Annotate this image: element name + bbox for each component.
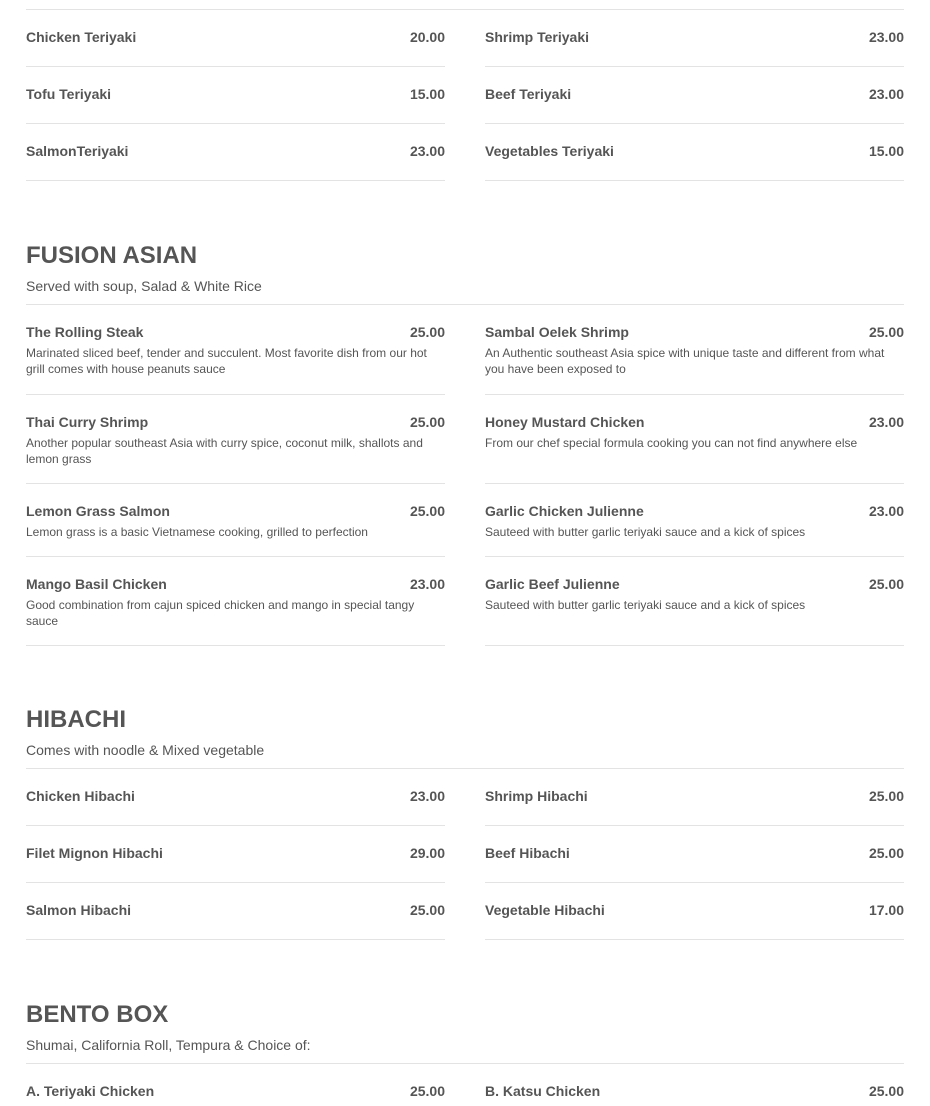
section-subtitle: Served with soup, Salad & White Rice — [26, 278, 262, 294]
section-title: FUSION ASIAN — [26, 242, 198, 269]
item-description: From our chef special formula cooking you can not find anywhere else — [485, 436, 858, 450]
item-name: B. Katsu Chicken — [485, 1083, 601, 1099]
item-description: Sauteed with butter garlic teriyaki sauce and a kick of spices — [485, 598, 806, 612]
item-name: Beef Hibachi — [485, 845, 570, 861]
menu-item — [485, 883, 904, 940]
item-name: Filet Mignon Hibachi — [26, 845, 163, 861]
item-name: Chicken Hibachi — [26, 788, 135, 804]
bento-section-header — [26, 1001, 904, 1054]
item-description: Good combination from cajun spiced chicken and mango in special tangy sauce — [26, 598, 415, 628]
item-price: 25.00 — [868, 1083, 904, 1099]
menu-item — [485, 557, 904, 646]
item-price: 25.00 — [409, 324, 445, 340]
item-name: Thai Curry Shrimp — [26, 414, 149, 430]
item-price: 15.00 — [868, 143, 904, 159]
menu-item — [485, 769, 904, 826]
item-price: 25.00 — [868, 324, 904, 340]
menu-item — [485, 67, 904, 124]
item-price: 29.00 — [409, 845, 445, 861]
item-price: 25.00 — [409, 902, 445, 918]
section-title: BENTO BOX — [26, 1001, 169, 1028]
menu-item — [26, 557, 445, 646]
item-price: 23.00 — [409, 576, 445, 592]
menu-item — [485, 1064, 904, 1106]
menu-item — [26, 305, 445, 395]
bento-right-column — [485, 1064, 904, 1106]
teriyaki-left-column — [26, 10, 445, 181]
item-price: 17.00 — [868, 902, 904, 918]
section-subtitle: Comes with noodle & Mixed vegetable — [26, 742, 265, 758]
menu-item — [485, 826, 904, 883]
section-subtitle: Shumai, California Roll, Tempura & Choice of: — [26, 1037, 311, 1053]
section-title: HIBACHI — [26, 706, 126, 733]
menu-item — [26, 769, 445, 826]
menu-item — [26, 484, 445, 557]
item-price: 25.00 — [868, 845, 904, 861]
fusion-section-header — [26, 242, 904, 295]
hibachi-left-column — [26, 769, 445, 940]
item-name: Sambal Oelek Shrimp — [485, 324, 629, 340]
item-name: Vegetable Hibachi — [485, 902, 605, 918]
item-price: 23.00 — [868, 29, 904, 45]
item-description: Marinated sliced beef, tender and succulent. Most favorite dish from our hot grill comes with house peanuts sauce — [26, 346, 427, 376]
item-price: 25.00 — [409, 1083, 445, 1099]
item-name: Mango Basil Chicken — [26, 576, 167, 592]
item-name: The Rolling Steak — [26, 324, 144, 340]
menu-item — [26, 883, 445, 940]
bento-left-column — [26, 1064, 445, 1106]
menu-item — [485, 305, 904, 395]
item-description: Sauteed with butter garlic teriyaki sauce and a kick of spices — [485, 525, 806, 539]
menu-item — [485, 395, 904, 484]
item-name: Salmon Hibachi — [26, 902, 132, 918]
item-name: Shrimp Hibachi — [485, 788, 588, 804]
menu-item — [485, 484, 904, 557]
item-price: 25.00 — [868, 576, 904, 592]
item-price: 23.00 — [409, 788, 445, 804]
item-price: 25.00 — [409, 503, 445, 519]
item-name: Tofu Teriyaki — [26, 86, 112, 102]
item-name: SalmonTeriyaki — [26, 143, 129, 159]
menu-item — [26, 124, 445, 181]
menu-item — [26, 67, 445, 124]
item-name: Honey Mustard Chicken — [485, 414, 645, 430]
menu-item — [485, 10, 904, 67]
item-price: 25.00 — [409, 414, 445, 430]
item-name: Beef Teriyaki — [485, 86, 572, 102]
menu-item — [26, 826, 445, 883]
item-description: Lemon grass is a basic Vietnamese cooking, grilled to perfection — [26, 525, 368, 539]
item-name: Shrimp Teriyaki — [485, 29, 590, 45]
item-price: 23.00 — [868, 414, 904, 430]
menu-item — [26, 10, 445, 67]
teriyaki-right-column — [485, 10, 904, 181]
item-price: 20.00 — [409, 29, 445, 45]
item-price: 23.00 — [409, 143, 445, 159]
item-name: Garlic Beef Julienne — [485, 576, 620, 592]
item-price: 25.00 — [868, 788, 904, 804]
item-description: An Authentic southeast Asia spice with unique taste and different from what you have been exposed to — [485, 346, 885, 376]
fusion-left-column — [26, 305, 445, 646]
item-name: Lemon Grass Salmon — [26, 503, 170, 519]
menu-item — [485, 124, 904, 181]
item-name: Garlic Chicken Julienne — [485, 503, 644, 519]
hibachi-right-column — [485, 769, 904, 940]
item-name: Chicken Teriyaki — [26, 29, 137, 45]
item-name: Vegetables Teriyaki — [485, 143, 614, 159]
fusion-right-column — [485, 305, 904, 646]
menu-item — [26, 1064, 445, 1106]
item-price: 15.00 — [409, 86, 445, 102]
item-name: A. Teriyaki Chicken — [26, 1083, 155, 1099]
menu-item — [26, 395, 445, 484]
item-description: Another popular southeast Asia with curry spice, coconut milk, shallots and lemon grass — [26, 436, 423, 466]
hibachi-section-header — [26, 706, 904, 759]
item-price: 23.00 — [868, 86, 904, 102]
item-price: 23.00 — [868, 503, 904, 519]
